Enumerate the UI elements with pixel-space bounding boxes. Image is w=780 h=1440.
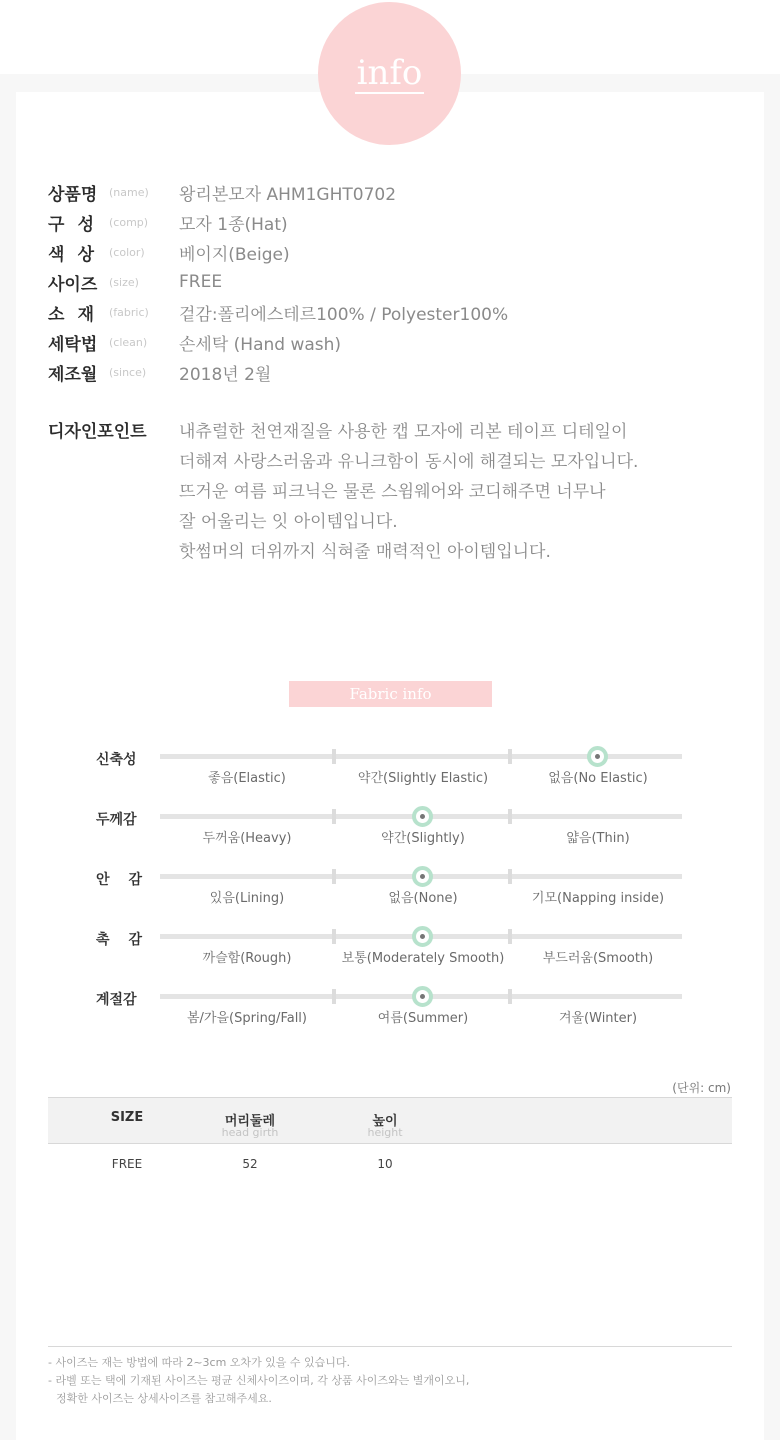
- spec-value: 겉감:폴리에스테르100% / Polyester100%: [179, 304, 509, 325]
- track-tick: [332, 869, 336, 884]
- fabric-track: [160, 994, 682, 999]
- fabric-label-char: 촉: [96, 932, 110, 948]
- fabric-info-title: Fabric info: [289, 681, 492, 707]
- design-point-text: [179, 417, 739, 567]
- fabric-label-char: 감: [128, 932, 142, 948]
- spec-label-char: 성: [77, 214, 94, 235]
- spec-sub: (size): [109, 275, 139, 289]
- fabric-row-label: 신축성: [96, 752, 137, 768]
- fabric-option: 보통(Moderately Smooth): [341, 951, 505, 966]
- fabric-option: 여름(Summer): [377, 1011, 469, 1026]
- fabric-label-char: 안: [96, 872, 110, 888]
- table-cell-size: FREE: [111, 1157, 143, 1171]
- spec-row-comp: [48, 207, 748, 237]
- fabric-track: [160, 934, 682, 939]
- design-point-line: 내츄럴한 천연재질을 사용한 캡 모자에 리본 테이프 디테일이: [179, 422, 628, 442]
- spec-value: 2018년 2월: [179, 364, 272, 385]
- fabric-option: 있음(Lining): [209, 891, 285, 906]
- fabric-track: [160, 814, 682, 819]
- fabric-row-elasticity: [0, 750, 780, 810]
- spec-value: 왕리본모자 AHM1GHT0702: [179, 184, 397, 205]
- selected-marker: [412, 926, 433, 947]
- spec-label-char: 구: [48, 214, 65, 235]
- spec-sub: (since): [109, 365, 147, 379]
- spec-value: 베이지(Beige): [179, 244, 290, 265]
- spec-sub: (comp): [109, 215, 149, 229]
- note-line: 정확한 사이즈는 상세사이즈를 참고해주세요.: [56, 1392, 272, 1405]
- fabric-row-label: 두께감: [96, 812, 137, 828]
- info-badge: [318, 2, 461, 145]
- fabric-row-lining: [0, 870, 780, 930]
- fabric-option: 부드러움(Smooth): [542, 951, 654, 966]
- track-tick: [332, 809, 336, 824]
- selected-marker: [412, 866, 433, 887]
- info-badge-label: info: [356, 52, 423, 93]
- spec-label: [48, 300, 94, 325]
- spec-sub: (name): [109, 185, 149, 199]
- spec-row-since: [48, 357, 748, 387]
- fabric-option: 약간(Slightly Elastic): [357, 771, 489, 786]
- fabric-option: 약간(Slightly): [381, 831, 465, 846]
- spec-label-char: 색: [48, 244, 65, 265]
- track-tick: [508, 809, 512, 824]
- column-subheader-girth: head girth: [221, 1126, 279, 1139]
- design-point-line: 잘 어울리는 잇 아이템입니다.: [179, 512, 398, 532]
- spec-label: 상품명: [48, 184, 98, 205]
- selected-marker: [412, 806, 433, 827]
- fabric-option: 두꺼움(Heavy): [202, 831, 292, 846]
- selected-marker: [412, 986, 433, 1007]
- fabric-row-label: 계절감: [96, 992, 137, 1008]
- fabric-row-thickness: [0, 810, 780, 870]
- design-point-line: 핫썸머의 더위까지 식혀줄 매력적인 아이템입니다.: [179, 542, 551, 562]
- spec-row-fabric: [48, 297, 748, 327]
- spec-value: FREE: [179, 272, 223, 292]
- spec-label-char: 재: [77, 304, 94, 325]
- spec-row-clean: [48, 327, 748, 357]
- spec-label: 사이즈: [48, 274, 98, 295]
- track-tick: [508, 989, 512, 1004]
- track-tick: [508, 869, 512, 884]
- spec-row-color: [48, 237, 748, 267]
- note-line: - 사이즈는 재는 방법에 따라 2~3cm 오차가 있을 수 있습니다.: [48, 1356, 351, 1369]
- table-cell-height: 10: [377, 1157, 393, 1171]
- fabric-option: 봄/가을(Spring/Fall): [186, 1011, 307, 1026]
- size-unit: (단위: cm): [672, 1081, 731, 1095]
- spec-label: 제조월: [48, 364, 98, 385]
- fabric-option: 좋음(Elastic): [208, 771, 286, 786]
- column-header-girth: 머리둘레: [224, 1114, 276, 1129]
- size-table-header: [48, 1097, 732, 1144]
- fabric-row-label: [96, 869, 142, 889]
- fabric-option: 없음(No Elastic): [548, 771, 648, 786]
- selected-marker: [587, 746, 608, 767]
- design-point-line: 뜨거운 여름 피크닉은 물론 스윔웨어와 코디해주면 너무나: [179, 482, 606, 502]
- design-point-label: 디자인포인트: [48, 422, 147, 442]
- fabric-option: 기모(Napping inside): [531, 891, 665, 906]
- spec-sub: (color): [109, 245, 145, 259]
- note-line: - 라벨 또는 택에 기재된 사이즈는 평균 신체사이즈이며, 각 상품 사이즈와는 별개이오니,: [48, 1374, 470, 1387]
- column-header-size: SIZE: [110, 1110, 144, 1125]
- spec-label: 세탁법: [48, 334, 98, 355]
- column-subheader-height: height: [367, 1126, 403, 1139]
- spec-value: 손세탁 (Hand wash): [179, 334, 342, 355]
- track-tick: [332, 929, 336, 944]
- spec-label-char: 상: [77, 244, 94, 265]
- fabric-option: 겨울(Winter): [558, 1011, 638, 1026]
- spec-value: 모자 1종(Hat): [179, 214, 288, 235]
- spec-sub: (clean): [109, 335, 148, 349]
- column-header-height: 높이: [372, 1114, 398, 1129]
- fabric-track: [160, 874, 682, 879]
- spec-row-name: [48, 177, 748, 207]
- fabric-row-season: [0, 990, 780, 1050]
- spec-row-size: [48, 267, 748, 297]
- spec-label: [48, 240, 94, 265]
- track-tick: [332, 749, 336, 764]
- spec-label-char: 소: [48, 304, 65, 325]
- fabric-option: 까슬함(Rough): [202, 951, 292, 966]
- fabric-label-char: 감: [128, 872, 142, 888]
- fabric-option: 없음(None): [388, 891, 458, 906]
- fabric-row-label: [96, 929, 142, 949]
- design-point-line: 더해져 사랑스러움과 유니크함이 동시에 해결되는 모자입니다.: [179, 452, 639, 472]
- notes-divider: [48, 1346, 732, 1347]
- spec-sub: (fabric): [109, 305, 149, 319]
- table-cell-girth: 52: [242, 1157, 258, 1171]
- fabric-row-touch: [0, 930, 780, 990]
- fabric-option: 얇음(Thin): [566, 831, 630, 846]
- track-tick: [508, 929, 512, 944]
- spec-label: [48, 210, 94, 235]
- track-tick: [508, 749, 512, 764]
- fabric-track: [160, 754, 682, 759]
- track-tick: [332, 989, 336, 1004]
